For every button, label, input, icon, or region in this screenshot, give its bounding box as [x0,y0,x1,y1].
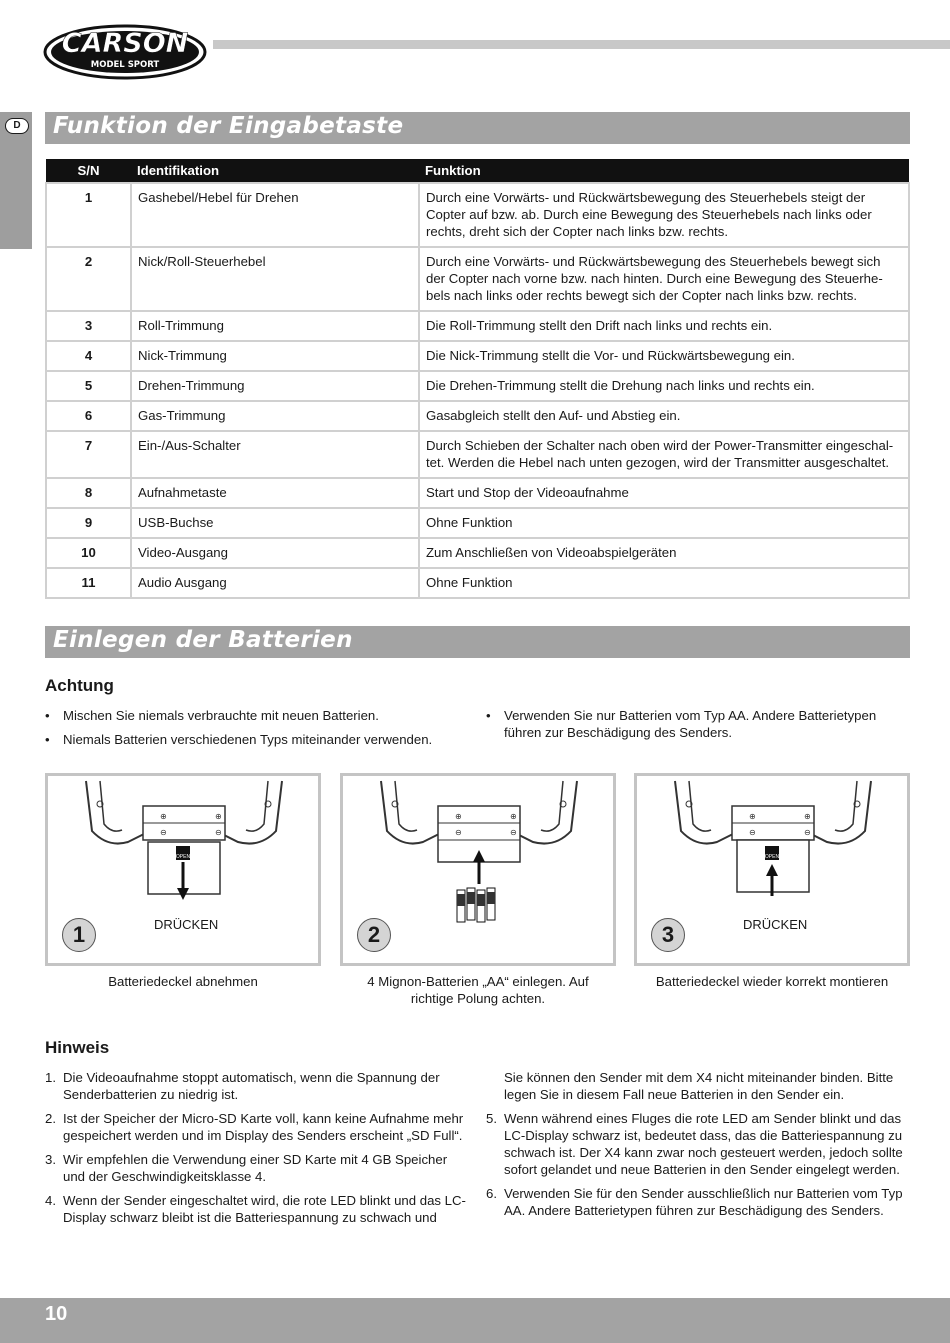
table-cell-fn: Gasabgleich stellt den Auf- und Abstieg ein. [419,401,909,431]
table-cell-fn: Durch eine Vorwärts- und Rückwärtsbewegung des Steuerhebels bewegt sich der Copter nach vorne bzw. nach hinten. Durch eine Bewegung des Steuerhe-bels nach links oder rechts bewegt sich der Copter nach links bzw. rechts. [419,247,909,311]
step-number: 2 [357,918,391,952]
svg-text:⊕: ⊕ [160,812,167,821]
page-footer [0,1298,950,1343]
figure-caption: Batteriedeckel abnehmen [108,974,258,989]
table-cell-sn: 7 [46,431,131,478]
table-cell-sn: 5 [46,371,131,401]
table-cell-fn: Ohne Funktion [419,568,909,598]
list-item: 5. Wenn während eines Fluges die rote LED am Sender blinkt und das LC-Display schwarz ist, bedeutet dass, das die Batteriespannung zu schwach ist. Der X4 kann zwar noch gesteuert werden, jedoch sollte sofort gelandet und neue Batterien in den Sender eingelegt werden. [486,1111,903,1177]
section-title-bar [45,626,910,658]
step-number: 1 [62,918,96,952]
language-badge: D [5,118,29,134]
table-cell-id: Nick-Trimmung [131,341,419,371]
svg-text:⊕: ⊕ [749,812,756,821]
achtung-list-left [45,707,475,755]
table-cell-sn: 9 [46,508,131,538]
step-label: DRÜCKEN [743,917,808,932]
table-row [46,311,909,341]
table-cell-sn: 10 [46,538,131,568]
svg-text:⊕: ⊕ [215,812,222,821]
achtung-heading: Achtung [45,676,114,695]
svg-text:⊖: ⊖ [455,828,462,837]
table-cell-fn: Die Nick-Trimmung stellt die Vor- und Rückwärtsbewegung ein. [419,341,909,371]
table-cell-fn: Die Roll-Trimmung stellt den Drift nach links und rechts ein. [419,311,909,341]
list-item: 4. Wenn der Sender eingeschaltet wird, die rote LED blinkt und das LC-Display schwarz bleibt ist die Batteriespannung zu schwach und [45,1193,466,1225]
list-item: 6. Verwenden Sie für den Sender ausschließlich nur Batterien vom Typ AA. Andere Batterietypen führen zur Beschädigung des Senders. [486,1186,903,1218]
list-item: 3. Wir empfehlen die Verwendung einer SD Karte mit 4 GB Speicher und der Geschwindigkeitsklasse 4. [45,1152,448,1184]
table-cell-fn: Ohne Funktion [419,508,909,538]
table-cell-fn: Zum Anschließen von Videoabspielgeräten [419,538,909,568]
figure-caption: 4 Mignon-Batterien „AA“ einlegen. Auf richtige Polung achten. [367,974,589,1006]
svg-text:⊖: ⊖ [510,828,517,837]
svg-text:⊖: ⊖ [749,828,756,837]
figure-remove-cover [45,773,321,966]
header-rule [213,40,950,49]
svg-text:CARSON: CARSON [61,28,189,59]
svg-text:MODEL SPORT: MODEL SPORT [90,60,160,70]
svg-text:⊖: ⊖ [215,828,222,837]
table-cell-id: Drehen-Trimmung [131,371,419,401]
list-item: 1. Die Videoaufnahme stoppt automatisch, wenn die Spannung der Senderbatterien zu niedrig ist. [45,1070,440,1102]
table-cell-id: USB-Buchse [131,508,419,538]
svg-text:⊕: ⊕ [804,812,811,821]
aa-batteries-icon [457,888,495,922]
table-cell-fn: Durch Schieben der Schalter nach oben wird der Power-Transmitter eingeschal-tet. Werden die Hebel nach unten gezogen, wird der Transmitter ausgeschaltet. [419,431,909,478]
table-row [46,431,909,478]
table-row [46,538,909,568]
table-cell-sn: 4 [46,341,131,371]
table-row [46,401,909,431]
table-cell-id: Nick/Roll-Steuerhebel [131,247,419,311]
table-header-identifikation: Identifikation [131,159,419,183]
open-label: OPEN [175,854,191,860]
hinweis-heading: Hinweis [45,1038,110,1057]
table-cell-id: Video-Ausgang [131,538,419,568]
svg-text:⊖: ⊖ [160,828,167,837]
step-number: 3 [651,918,685,952]
table-cell-id: Audio Ausgang [131,568,419,598]
table-row [46,478,909,508]
table-cell-fn: Durch eine Vorwärts- und Rückwärtsbewegung des Steuerhebels steigt der Copter auf bzw. ab. Durch eine Bewegung des Steuerhebels nach links oder rechts, dreht sich der Copter nach links bzw. rechts. [419,183,909,247]
table-row [46,508,909,538]
list-item: 2. Ist der Speicher der Micro-SD Karte voll, kann keine Aufnahme mehr gespeichert werden und im Display des Senders erscheint „SD Full“. [45,1111,464,1143]
list-item: Sie können den Sender mit dem X4 nicht miteinander binden. Bitte legen Sie in diesem Fall neue Batterien in den Sender ein. [504,1070,894,1102]
list-item: • Niemals Batterien verschiedenen Typs miteinander verwenden. [45,731,475,748]
table-cell-sn: 11 [46,568,131,598]
table-cell-sn: 3 [46,311,131,341]
table-header-sn: S/N [46,159,131,183]
table-cell-sn: 8 [46,478,131,508]
table-cell-id: Ein-/Aus-Schalter [131,431,419,478]
achtung-list-right [486,707,906,748]
svg-text:⊕: ⊕ [455,812,462,821]
table-row [46,183,909,247]
table-cell-fn: Die Drehen-Trimmung stellt die Drehung nach links und rechts ein. [419,371,909,401]
table-cell-id: Gashebel/Hebel für Drehen [131,183,419,247]
step-label: DRÜCKEN [154,917,219,932]
svg-text:⊖: ⊖ [804,828,811,837]
page-number: 10 [45,1303,68,1325]
table-cell-id: Aufnahmetaste [131,478,419,508]
hinweis-list-right [486,1069,912,1226]
svg-text:⊕: ⊕ [510,812,517,821]
table-cell-id: Roll-Trimmung [131,311,419,341]
table-row [46,247,909,311]
table-header-funktion: Funktion [419,159,909,183]
list-item: • Verwenden Sie nur Batterien vom Typ AA. Andere Batterietypen führen zur Beschädigung des Senders. [486,707,906,741]
section-title: Einlegen der Batterien [53,627,353,653]
section-title: Funktion der Eingabetaste [53,113,404,139]
table-cell-id: Gas-Trimmung [131,401,419,431]
section-title-bar [45,112,910,144]
table-cell-sn: 1 [46,183,131,247]
figure-caption: Batteriedeckel wieder korrekt montieren [655,974,889,989]
table-body [46,183,909,598]
table-cell-sn: 2 [46,247,131,311]
table-cell-fn: Start und Stop der Videoaufnahme [419,478,909,508]
table-row [46,341,909,371]
figure-replace-cover [634,773,910,966]
function-table [45,159,910,599]
hinweis-list-left [45,1069,470,1233]
table-cell-sn: 6 [46,401,131,431]
figure-insert-batteries [340,773,616,966]
open-label: OPEN [764,854,780,860]
table-row [46,568,909,598]
list-item: • Mischen Sie niemals verbrauchte mit neuen Batterien. [45,707,475,724]
carson-logo [42,22,208,80]
table-row [46,371,909,401]
